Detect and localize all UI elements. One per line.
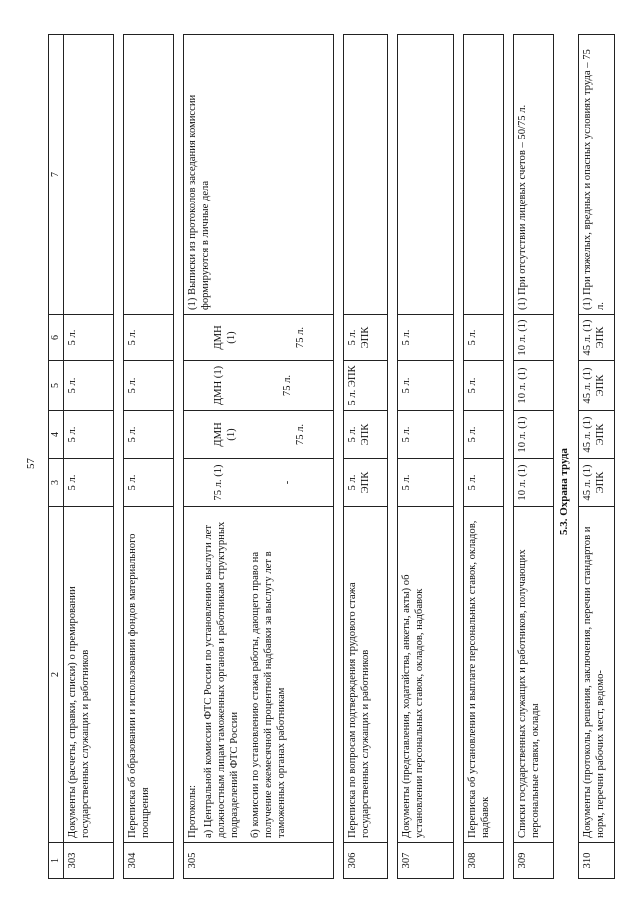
row-number: 307 [398,843,454,879]
row-title: Документы (расчеты, справки, списки) о премировании государственных служащих и работников [64,507,114,843]
cell-col6: 45 л. (1) ЭПК [579,315,615,361]
row-title: Переписка об образовании и использовании фондов материального поощрения [124,507,174,843]
cell-col3 [184,459,334,507]
subitem-a-note: (1) Выписки из протоколов заседания комиссии формируются в личные дела [187,94,212,310]
cell-col6 [184,315,334,361]
cell-col5: 45 л. (1) ЭПК [579,361,615,411]
cell-col5: 5 л. [398,361,454,411]
cell-note: (1) При тяжелых, вредных и опасных условиях труда – 75 л. [579,35,615,315]
row-title: Документы (протоколы, решения, заключения, перечни стандартов и норм, перечни рабочих мест, ведомо- [579,507,615,843]
row-number: 306 [344,843,388,879]
header-row [49,35,64,879]
row-number: 310 [579,843,615,879]
cell-col3: 5 л. [398,459,454,507]
row-title: Документы (представления, ходатайства, анкеты, акты) об установлении персональных ставок, окладов, надбавок [398,507,454,843]
header-cell: 1 [49,843,64,879]
cell-col4: 5 л. [64,411,114,459]
table-row [398,35,454,879]
cell-col3: 5 л. ЭПК [344,459,388,507]
row-number: 309 [514,843,554,879]
cell-col6: 5 л. [124,315,174,361]
cell-col5: 5 л. [64,361,114,411]
table-row [464,35,504,879]
cell-col3: 5 л. [64,459,114,507]
row-number: 308 [464,843,504,879]
table-row [514,35,554,879]
page-number: 57 [25,458,37,469]
subitem-a-value: ДМН (1) [213,365,225,406]
row-title: Протоколы: [187,784,199,838]
subitem-a-value: ДМН (1) [213,422,238,447]
nomenclature-table-continued [578,34,615,879]
cell-col5: 5 л. [124,361,174,411]
cell-col4: 5 л. [398,411,454,459]
cell-note [184,35,334,315]
header-cell: 3 [49,459,64,507]
header-cell: 2 [49,507,64,843]
nomenclature-table [48,34,554,879]
cell-col4 [184,411,334,459]
cell-col6: 10 л. (1) [514,315,554,361]
cell-col5: 5 л. ЭПК [344,361,388,411]
cell-note [344,35,388,315]
cell-note [124,35,174,315]
table-row [64,35,114,879]
header-cell: 6 [49,315,64,361]
cell-col5: 5 л. [464,361,504,411]
table-row [344,35,388,879]
cell-col5 [184,361,334,411]
table-row [579,35,615,879]
subitem-b-value: - [282,480,294,485]
subitem-b-value: 75 л. [295,423,307,446]
cell-col6: 5 л. [464,315,504,361]
header-cell: 7 [49,35,64,315]
cell-col5: 10 л. (1) [514,361,554,411]
cell-col4: 5 л. [124,411,174,459]
cell-col6: 5 л. [64,315,114,361]
row-number: 304 [124,843,174,879]
subitem-b-value: 75 л. [282,374,294,397]
cell-col3: 5 л. [464,459,504,507]
cell-col4: 5 л. [464,411,504,459]
cell-note [464,35,504,315]
cell-col4: 10 л. (1) [514,411,554,459]
table-row [184,35,334,879]
cell-col4: 5 л. ЭПК [344,411,388,459]
cell-col4: 45 л. (1) ЭПК [579,411,615,459]
header-cell: 4 [49,411,64,459]
subitem-a-value: 75 л. (1) [213,464,225,501]
cell-col6: 5 л. [398,315,454,361]
row-title: Переписка об установлении и выплате персональных ставок, окладов, надбавок [464,507,504,843]
subitem-b: б) комиссии по установлению стажа работы, дающего право на получение ежемесячной процентной надбавки за выслугу лет в таможенных органах работникам [249,551,287,838]
cell-note: (1) При отсутствии лицевых счетов – 50/75 л. [514,35,554,315]
cell-col3: 5 л. [124,459,174,507]
row-number: 305 [184,843,334,879]
subitem-b-value: 75 л. [295,326,307,349]
subitem-a: а) Центральной комиссии ФТС России по установлению выслуги лет должностным лицам таможенных органов и работникам структурных подразделений ФТС России [203,521,240,838]
row-title: Переписка по вопросам подтверждения трудового стажа государственных служащих и работников [344,507,388,843]
cell-col3: 45 л. (1) ЭПК [579,459,615,507]
row-number: 303 [64,843,114,879]
row-title-group [184,507,334,843]
cell-col3: 10 л. (1) [514,459,554,507]
cell-note [398,35,454,315]
cell-note [64,35,114,315]
row-title: Списки государственных служащих и работников, получающих персональные ставки, оклады [514,507,554,843]
header-cell: 5 [49,361,64,411]
subitem-a-value: ДМН (1) [213,325,238,350]
section-title: 5.3. Охрана труда [558,448,570,535]
table-row [124,35,174,879]
cell-col6: 5 л. ЭПК [344,315,388,361]
